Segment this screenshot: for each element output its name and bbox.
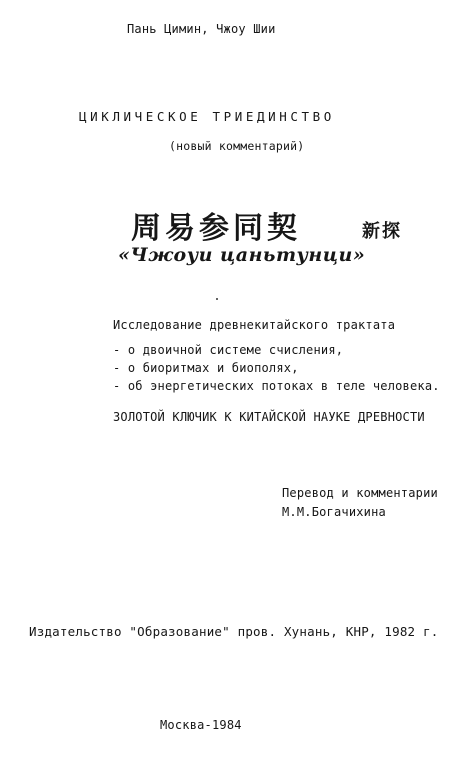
translator-name: М.М.Богачихина <box>282 505 386 519</box>
city-year: Москва-1984 <box>160 718 242 732</box>
publisher-line: Издательство "Образование" пров. Хунань, КНР, 1982 г. <box>29 624 439 639</box>
translator-credit: Перевод и комментарии <box>282 486 438 500</box>
chinese-title: 周易参同契 <box>131 211 301 246</box>
chinese-side-title: 新探 <box>362 221 402 242</box>
study-line: Исследование древнекитайского трактата <box>113 318 396 332</box>
topic-item: - о двоичной системе счисления, <box>113 343 344 357</box>
main-title: ЦИКЛИЧЕСКОЕ ТРИЕДИНСТВО <box>79 109 335 124</box>
subtitle: (новый комментарий) <box>169 139 305 153</box>
print-speck <box>216 298 218 300</box>
transliterated-title: «Чжоуи цаньтунци» <box>118 244 366 266</box>
authors: Пань Цимин, Чжоу Шии <box>127 22 276 36</box>
topic-item: - об энергетических потоках в теле человека. <box>113 379 440 393</box>
key-line: ЗОЛОТОЙ КЛЮЧИК К КИТАЙСКОЙ НАУКЕ ДРЕВНОСТИ <box>113 410 425 424</box>
topic-item: - о биоритмах и биополях, <box>113 361 299 375</box>
